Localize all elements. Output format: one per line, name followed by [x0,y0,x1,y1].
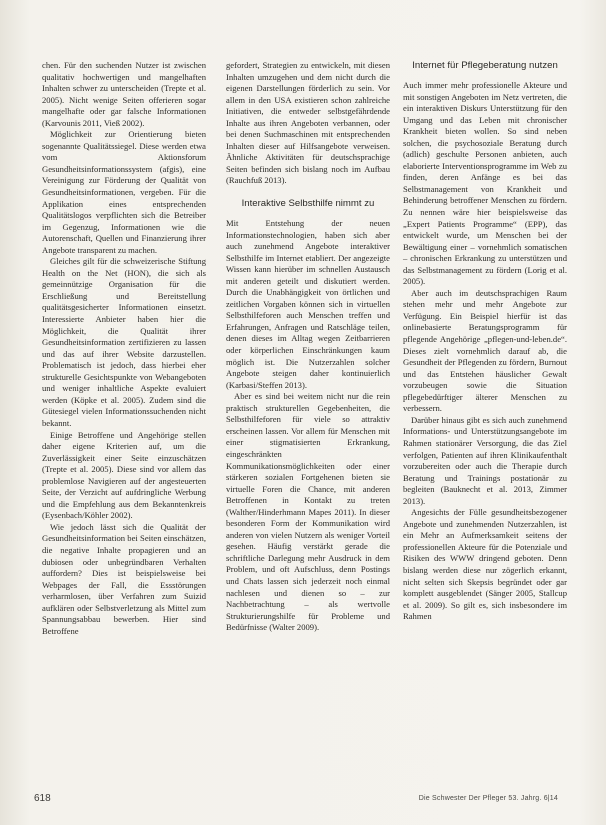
paragraph: Möglichkeit zur Orientierung bieten sogenannte Qualitätssiegel. Diese werden etwa vom Aktionsforum Gesundheitsinformationssystem (afgis), eine Vereinigung zur Förderung der Qualität von Gesundheitsinformationen, vergeben. Für die Applikation eines entsprechenden Qualitätslogos verpflichten sich die Betreiber im Gegenzug, Informationen wie die Autorenschaft, Quellen und Finanzierung ihrer Angebote transparent zu machen. [42,129,206,255]
journal-footer: Die Schwester Der Pfleger 53. Jahrg. 6|14 [418,795,558,802]
paragraph: Aber es sind bei weitem nicht nur die rein praktisch strukturellen Gegebenheiten, die Selbsthilfeforen für viele so attraktiv erscheinen lassen. Vor allem für Menschen mit einer stigmatisierten Erkrankung, eingeschränkten Kommunikationsmöglichkeiten oder einer stärkeren sozialen Fortgehenen bieten sie virtuelle Foren die Chance, mit anderen Betroffenen in Kontakt zu treten (Walther/Hinderhmann Mapes 2011). In dieser besonderen Form der Kommunikation wird anderen von vielen Nutzern als weniger Vorteil gesehen. Häufig verstärkt gerade die schriftliche Darlegung mehr Ausdruck in dem Problem, und oft Aufschluss, denn Postings und Chats lassen sich jederzeit noch einmal nachlesen und dienen so – zur Nachbetrachtung – als wertvolle Strukturierungshilfe für Probleme und Bedürfnisse (Walter 2009). [226,391,390,633]
paragraph: Darüber hinaus gibt es sich auch zunehmend Informations- und Unterstützungsangebote im Rahmen stationärer Versorgung, die das Ziel verfolgen, Patienten auf ihren Klinikaufenthalt vorzubereiten oder auch die Therapie durch Beratung und Trainings postationär zu begleiten (Bauknecht et al. 2013, Zimmer 2013). [403,414,567,506]
paragraph: chen. Für den suchenden Nutzer ist zwischen qualitativ hochwertigen und mangelhaften Inhalten schwer zu unterscheiden (Trepte et al. 2005). Nicht wenige Seiten offerieren sogar mangelhafte oder gar falsche Informationen (Karvounis 2011, Vieß 2002). [42,60,206,128]
page-number: 618 [34,793,51,804]
text-column-left [42,60,206,637]
paragraph: Auch immer mehr professionelle Akteure und mit sonstigen Angeboten im Netz vertreten, die ein interaktiven Diskurs Unterstützung für den Umgang und das Leben mit chronischer Krankheit bieten wollen. So sind neben solchen, die psychosoziale Beratung durch (adlich) geschulte Personen anbieten, auch elaborierte Interventionsprogramme im Web zu finden, deren Anfänge es bei das Selbstmanagement von Krankheit und Behinderung betroffener Menschen zu fördern. Zu nennen wäre hier beispielsweise das „Expert Patients Programme“ (EPP), das entwickelt wurde, um Menschen bei der Bewältigung einer – vornehmlich somatischen – chronischen Erkrankung zu unterstützen und das Selbstmanagement zu fördern (Lorig et al. 2005). [403,80,567,287]
paragraph: Einige Betroffene und Angehörige stellen daher eigene Kriterien auf, um die Zuverlässigkeit einer Seite einzuschätzen (Trepte et al. 2005). Diese sind vor allem das problemlose Navigieren auf der angesteuerten Seite, der Verzicht auf aufdringliche Werbung und die Empfehlung aus dem Bekanntenkreis (Eysenbach/Köhler 2002). [42,429,206,521]
paragraph: Wie jedoch lässt sich die Qualität der Gesundheitsinformation bei Seiten einschätzen, die negative Inhalte propagieren und an dubiosen oder unbegründbaren Verhalten auffordern? Dies ist beispielsweise bei Webpages der Fall, die Essstörungen verharmlosen, über Verfahren zum Suizid aufklären oder Selbstverletzung als Mittel zum Spannungsabbau bewerben. Hier sind Betroffene [42,521,206,636]
paragraph: Mit Entstehung der neuen Informationstechnologien, haben sich aber auch zunehmend Angebote interaktiver Selbsthilfe im Internet etabliert. Der angezeigte Wissen kann hierüber im schnellen Austausch mit anderen geteilt und diskutiert werden. Durch die Unabhängigkeit von örtlichen und zeitlichen Vorgaben können sich in virtuellen Selbsthilfeforen auch Menschen treffen und Erfahrungen, Anfragen und Ratschläge teilen, denen dieses im Alltag wegen Zeitbarrieren oder körperlichen Einschränkungen kaum möglich ist. Die Nutzerzahlen solcher Angebote steigen daher kontinuierlich (Karbasi/Steffen 2013). [226,218,390,390]
paragraph: gefordert, Strategien zu entwickeln, mit diesen Inhalten umzugehen und dem nicht durch die eigenen Darstellungen förderlich zu sein. Vor allem in den USA existieren schon zahlreiche Initiativen, die entweder selbstgefährdende Inhalte aus ihren Angeboten verbannen, oder bei denen Suchmaschinen mit entsprechenden Inhalten dieser auf Hilfsangebote verweisen. Ähnliche Aktivitäten für deutschsprachige Seiten befinden sich bislang noch im Aufbau (Rauchfuß 2013). [226,60,390,186]
section-heading-pflegeberatung: Internet für Pflegeberatung nutzen [412,60,558,71]
text-column-right [403,60,567,623]
paragraph: Angesichts der Fülle gesundheitsbezogener Angebote und zunehmenden Nutzerzahlen, ist ein Mehr an Aufmerksamkeit seitens der professionellen Akteure für die Potenziale und Risiken des WWW dringend geboten. Denn bislang werden diese nur zögerlich erkannt, nicht selten sich Skepsis begründet oder gar komplett ausgeblendet (Sänger 2005, Stallcup et al. 2009). So gilt es, sich insbesondere im Rahmen [403,507,567,622]
paragraph: Gleiches gilt für die schweizerische Stiftung Health on the Net (HON), die sich als gemeinnützige Organisation für die Erschließung und Bereitstellung qualitätsgesicherter Informationen einsetzt. Interessierte Anbieter haben hier die Möglichkeit, die Qualität ihrer Gesundheitsinformation zertifizieren zu lassen und das auf ihrer Website darzustellen. Problematisch ist jedoch, dass hierbei eher strukturelle Gesichtspunkte von Webangeboten und weniger inhaltliche Aspekte evaluiert werden (Köpke et al. 2005). Zudem sind die Gütesiegel vielen Informationssuchenden nicht bekannt. [42,256,206,428]
section-heading-interaktive-selbsthilfe: Interaktive Selbsthilfe nimmt zu [241,198,375,210]
paragraph: Aber auch im deutschsprachigen Raum stehen mehr und mehr Angebote zur Verfügung. Ein Beispiel hierfür ist das onlinebasierte Beratungsprogramm für pflegende Angehörige „pflegen-und-leben.de“. Dieses zielt vornehmlich darauf ab, die Gesundheit der Pflegenden zu fördern, Burnout und das Entstehen häuslicher Gewalt vorzubeugen sowie die Situation pflegebedürftiger älterer Menschen zu verbessern. [403,287,567,414]
text-column-middle [226,60,390,634]
